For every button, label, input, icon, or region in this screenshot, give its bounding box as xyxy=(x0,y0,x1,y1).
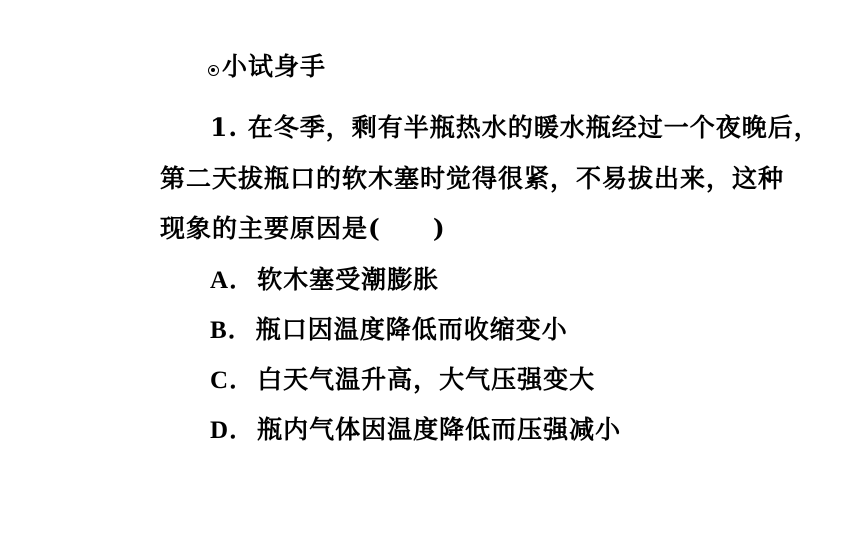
option-b xyxy=(210,313,568,348)
option-b-text: 瓶口因温度降低而收缩变小 xyxy=(255,315,568,344)
question-line-2: 第二天拔瓶口的软木塞时觉得很紧，不易拔出来，这种 xyxy=(160,164,785,193)
question-line-1: 1. 在冬季，剩有半瓶热水的暖水瓶经过一个夜晚后， xyxy=(210,113,820,142)
option-a xyxy=(210,263,439,298)
option-c-text: 白天气温升高，大气压强变大 xyxy=(257,365,596,394)
option-b-letter: B． xyxy=(210,317,254,344)
circled-dot-icon xyxy=(208,65,219,76)
section-heading-text: 小试身手 xyxy=(222,52,327,81)
option-c xyxy=(210,363,595,398)
option-d xyxy=(210,413,621,448)
option-c-letter: C． xyxy=(210,367,256,394)
option-a-text: 软木塞受潮膨胀 xyxy=(257,265,440,294)
option-d-text: 瓶内气体因温度降低而压强减小 xyxy=(257,415,622,444)
section-heading xyxy=(208,50,326,84)
option-a-letter: A． xyxy=(210,267,256,294)
question-line-3: 现象的主要原因是( ) xyxy=(160,214,446,243)
option-d-letter: D． xyxy=(210,417,256,444)
